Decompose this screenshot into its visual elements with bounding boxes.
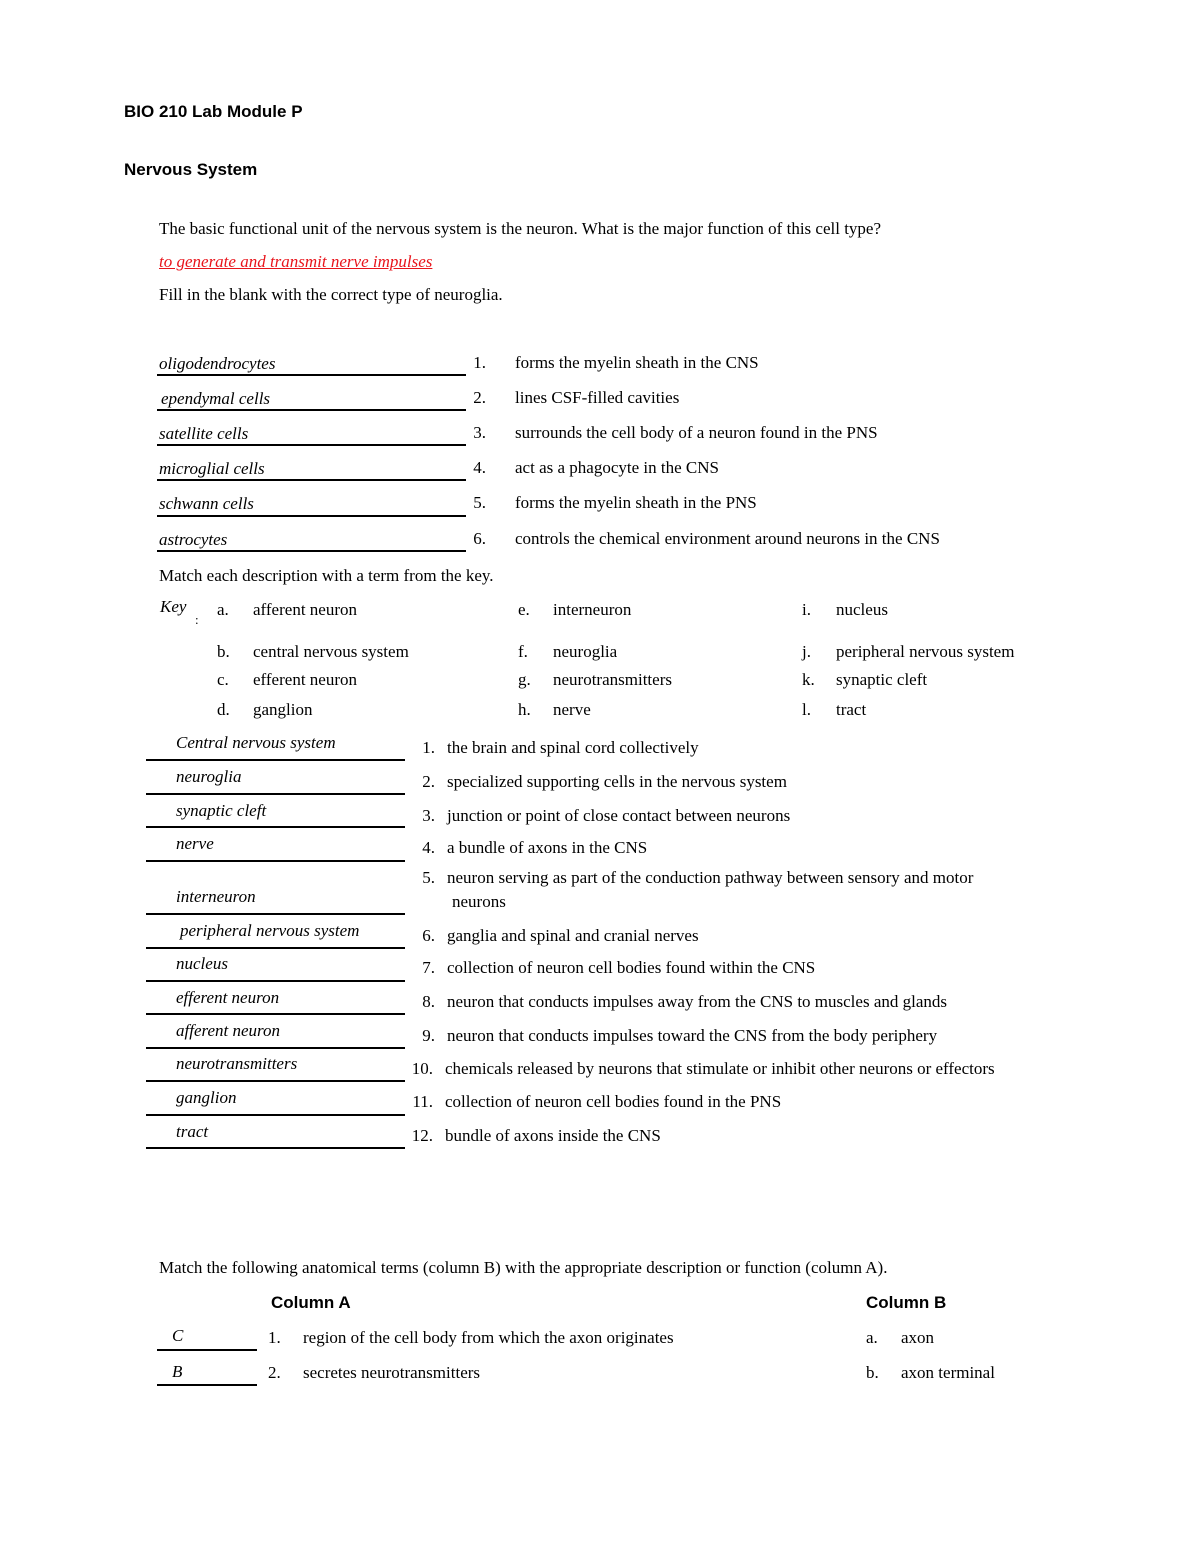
answer-line: [157, 1384, 257, 1386]
matching-description-continued: neurons: [452, 892, 506, 911]
intro-question: The basic functional unit of the nervous system is the neuron. What is the major function of this cell type?: [159, 219, 882, 238]
matching-description: neuron that conducts impulses toward the CNS from the body periphery: [447, 1026, 938, 1045]
matching-answer: peripheral nervous system: [180, 921, 360, 940]
answer-line: [146, 1147, 405, 1149]
matching-description: collection of neuron cell bodies found in the PNS: [445, 1092, 782, 1111]
item-number: 9.: [422, 1026, 435, 1045]
matching-answer: efferent neuron: [176, 988, 280, 1007]
neuroglia-answer: oligodendrocytes: [159, 354, 276, 373]
item-number: 2.: [268, 1363, 281, 1382]
key-letter: l.: [802, 700, 811, 719]
key-term: neuroglia: [553, 642, 618, 661]
key-letter: d.: [217, 700, 230, 719]
key-letter: k.: [802, 670, 815, 689]
matching-description: a bundle of axons in the CNS: [447, 838, 648, 857]
matching-description: chemicals released by neurons that stimulate or inhibit other neurons or effectors: [445, 1059, 995, 1078]
matching-answer: neurotransmitters: [176, 1054, 298, 1073]
neuroglia-description: act as a phagocyte in the CNS: [515, 458, 719, 477]
matching-answer: Central nervous system: [176, 733, 336, 752]
answer-line: [157, 444, 466, 446]
item-number: 2.: [422, 772, 435, 791]
key-term: synaptic cleft: [836, 670, 928, 689]
neuroglia-description: surrounds the cell body of a neuron found in the PNS: [515, 423, 878, 442]
course-title: BIO 210 Lab Module P: [124, 102, 303, 121]
item-number: 4.: [473, 458, 486, 477]
neuroglia-description: controls the chemical environment around neurons in the CNS: [515, 529, 940, 548]
matching-description: neuron serving as part of the conduction pathway between sensory and motor: [447, 868, 974, 887]
answer-line: [157, 374, 466, 376]
neuroglia-instruction: Fill in the blank with the correct type of neuroglia.: [159, 285, 503, 304]
neuroglia-description: forms the myelin sheath in the PNS: [515, 493, 757, 512]
answer-line: [146, 947, 405, 949]
matching-answer: neuroglia: [176, 767, 242, 786]
match-instruction: Match each description with a term from the key.: [159, 566, 494, 585]
matching-description: specialized supporting cells in the nervous system: [447, 772, 787, 791]
matching-answer: ganglion: [176, 1088, 237, 1107]
item-number: 10.: [411, 1059, 433, 1078]
column-b-term: axon terminal: [901, 1363, 995, 1382]
item-number: 6.: [473, 529, 486, 548]
item-number: 8.: [422, 992, 435, 1011]
matching-description: ganglia and spinal and cranial nerves: [447, 926, 699, 945]
matching-description: bundle of axons inside the CNS: [445, 1126, 661, 1145]
answer-line: [146, 1047, 405, 1049]
key-letter: a.: [217, 600, 229, 619]
key-term: tract: [836, 700, 867, 719]
answer-line: [157, 550, 466, 552]
answer-line: [157, 1349, 257, 1351]
neuroglia-answer: microglial cells: [159, 459, 265, 478]
answer-line: [157, 409, 466, 411]
matching-answer: nerve: [176, 834, 214, 853]
item-number: 3.: [473, 423, 486, 442]
key-term: ganglion: [253, 700, 313, 719]
key-letter: g.: [518, 670, 531, 689]
item-number: 4.: [422, 838, 435, 857]
item-number: 3.: [422, 806, 435, 825]
neuroglia-description: lines CSF-filled cavities: [515, 388, 680, 407]
key-colon: :: [195, 612, 199, 627]
anatomy-description: secretes neurotransmitters: [303, 1363, 481, 1382]
item-number: 11.: [412, 1092, 433, 1111]
answer-line: [146, 826, 405, 828]
item-number: 5.: [422, 868, 435, 887]
key-label: Key: [160, 597, 187, 616]
key-term: interneuron: [553, 600, 632, 619]
answer-line: [146, 1114, 405, 1116]
column-b-term: axon: [901, 1328, 935, 1347]
key-letter: e.: [518, 600, 530, 619]
item-number: 5.: [473, 493, 486, 512]
key-term: nucleus: [836, 600, 888, 619]
anatomy-instruction: Match the following anatomical terms (column B) with the appropriate description or function (column A).: [159, 1258, 888, 1277]
matching-description: collection of neuron cell bodies found within the CNS: [447, 958, 816, 977]
section-title: Nervous System: [124, 160, 258, 179]
key-letter: i.: [802, 600, 811, 619]
answer-line: [157, 479, 466, 481]
item-number: 1.: [268, 1328, 281, 1347]
item-number: 7.: [422, 958, 435, 977]
item-number: 6.: [422, 926, 435, 945]
item-number: 1.: [473, 353, 486, 372]
matching-answer: tract: [176, 1122, 209, 1141]
key-letter: b.: [217, 642, 230, 661]
answer-line: [146, 980, 405, 982]
key-term: central nervous system: [253, 642, 409, 661]
answer-line: [146, 1013, 405, 1015]
matching-answer: interneuron: [176, 887, 256, 906]
anatomy-description: region of the cell body from which the axon originates: [303, 1328, 674, 1347]
key-letter: c.: [217, 670, 229, 689]
answer-line: [146, 913, 405, 915]
matching-answer: synaptic cleft: [176, 801, 267, 820]
anatomy-answer: C: [172, 1326, 184, 1345]
key-term: afferent neuron: [253, 600, 357, 619]
column-a-heading: Column A: [271, 1293, 351, 1312]
matching-description: neuron that conducts impulses away from the CNS to muscles and glands: [447, 992, 947, 1011]
key-term: neurotransmitters: [553, 670, 672, 689]
matching-description: junction or point of close contact between neurons: [447, 806, 791, 825]
key-term: nerve: [553, 700, 591, 719]
item-number: 1.: [422, 738, 435, 757]
key-letter: j.: [802, 642, 811, 661]
answer-line: [146, 793, 405, 795]
answer-line: [146, 1080, 405, 1082]
item-number: 2.: [473, 388, 486, 407]
key-letter: h.: [518, 700, 531, 719]
matching-answer: nucleus: [176, 954, 228, 973]
neuroglia-answer: schwann cells: [159, 494, 254, 513]
matching-description: the brain and spinal cord collectively: [447, 738, 699, 757]
neuroglia-answer: ependymal cells: [161, 389, 271, 408]
answer-line: [146, 860, 405, 862]
key-term: efferent neuron: [253, 670, 357, 689]
neuroglia-description: forms the myelin sheath in the CNS: [515, 353, 759, 372]
column-b-heading: Column B: [866, 1293, 947, 1312]
matching-answer: afferent neuron: [176, 1021, 281, 1040]
neuroglia-answer: satellite cells: [159, 424, 249, 443]
intro-answer: to generate and transmit nerve impulses: [159, 252, 433, 271]
neuroglia-answer: astrocytes: [159, 530, 228, 549]
item-number: 12.: [411, 1126, 433, 1145]
column-b-letter: b.: [866, 1363, 879, 1382]
answer-line: [146, 759, 405, 761]
column-b-letter: a.: [866, 1328, 878, 1347]
anatomy-answer: B: [172, 1362, 183, 1381]
answer-line: [157, 515, 466, 517]
key-term: peripheral nervous system: [836, 642, 1015, 661]
key-letter: f.: [518, 642, 528, 661]
